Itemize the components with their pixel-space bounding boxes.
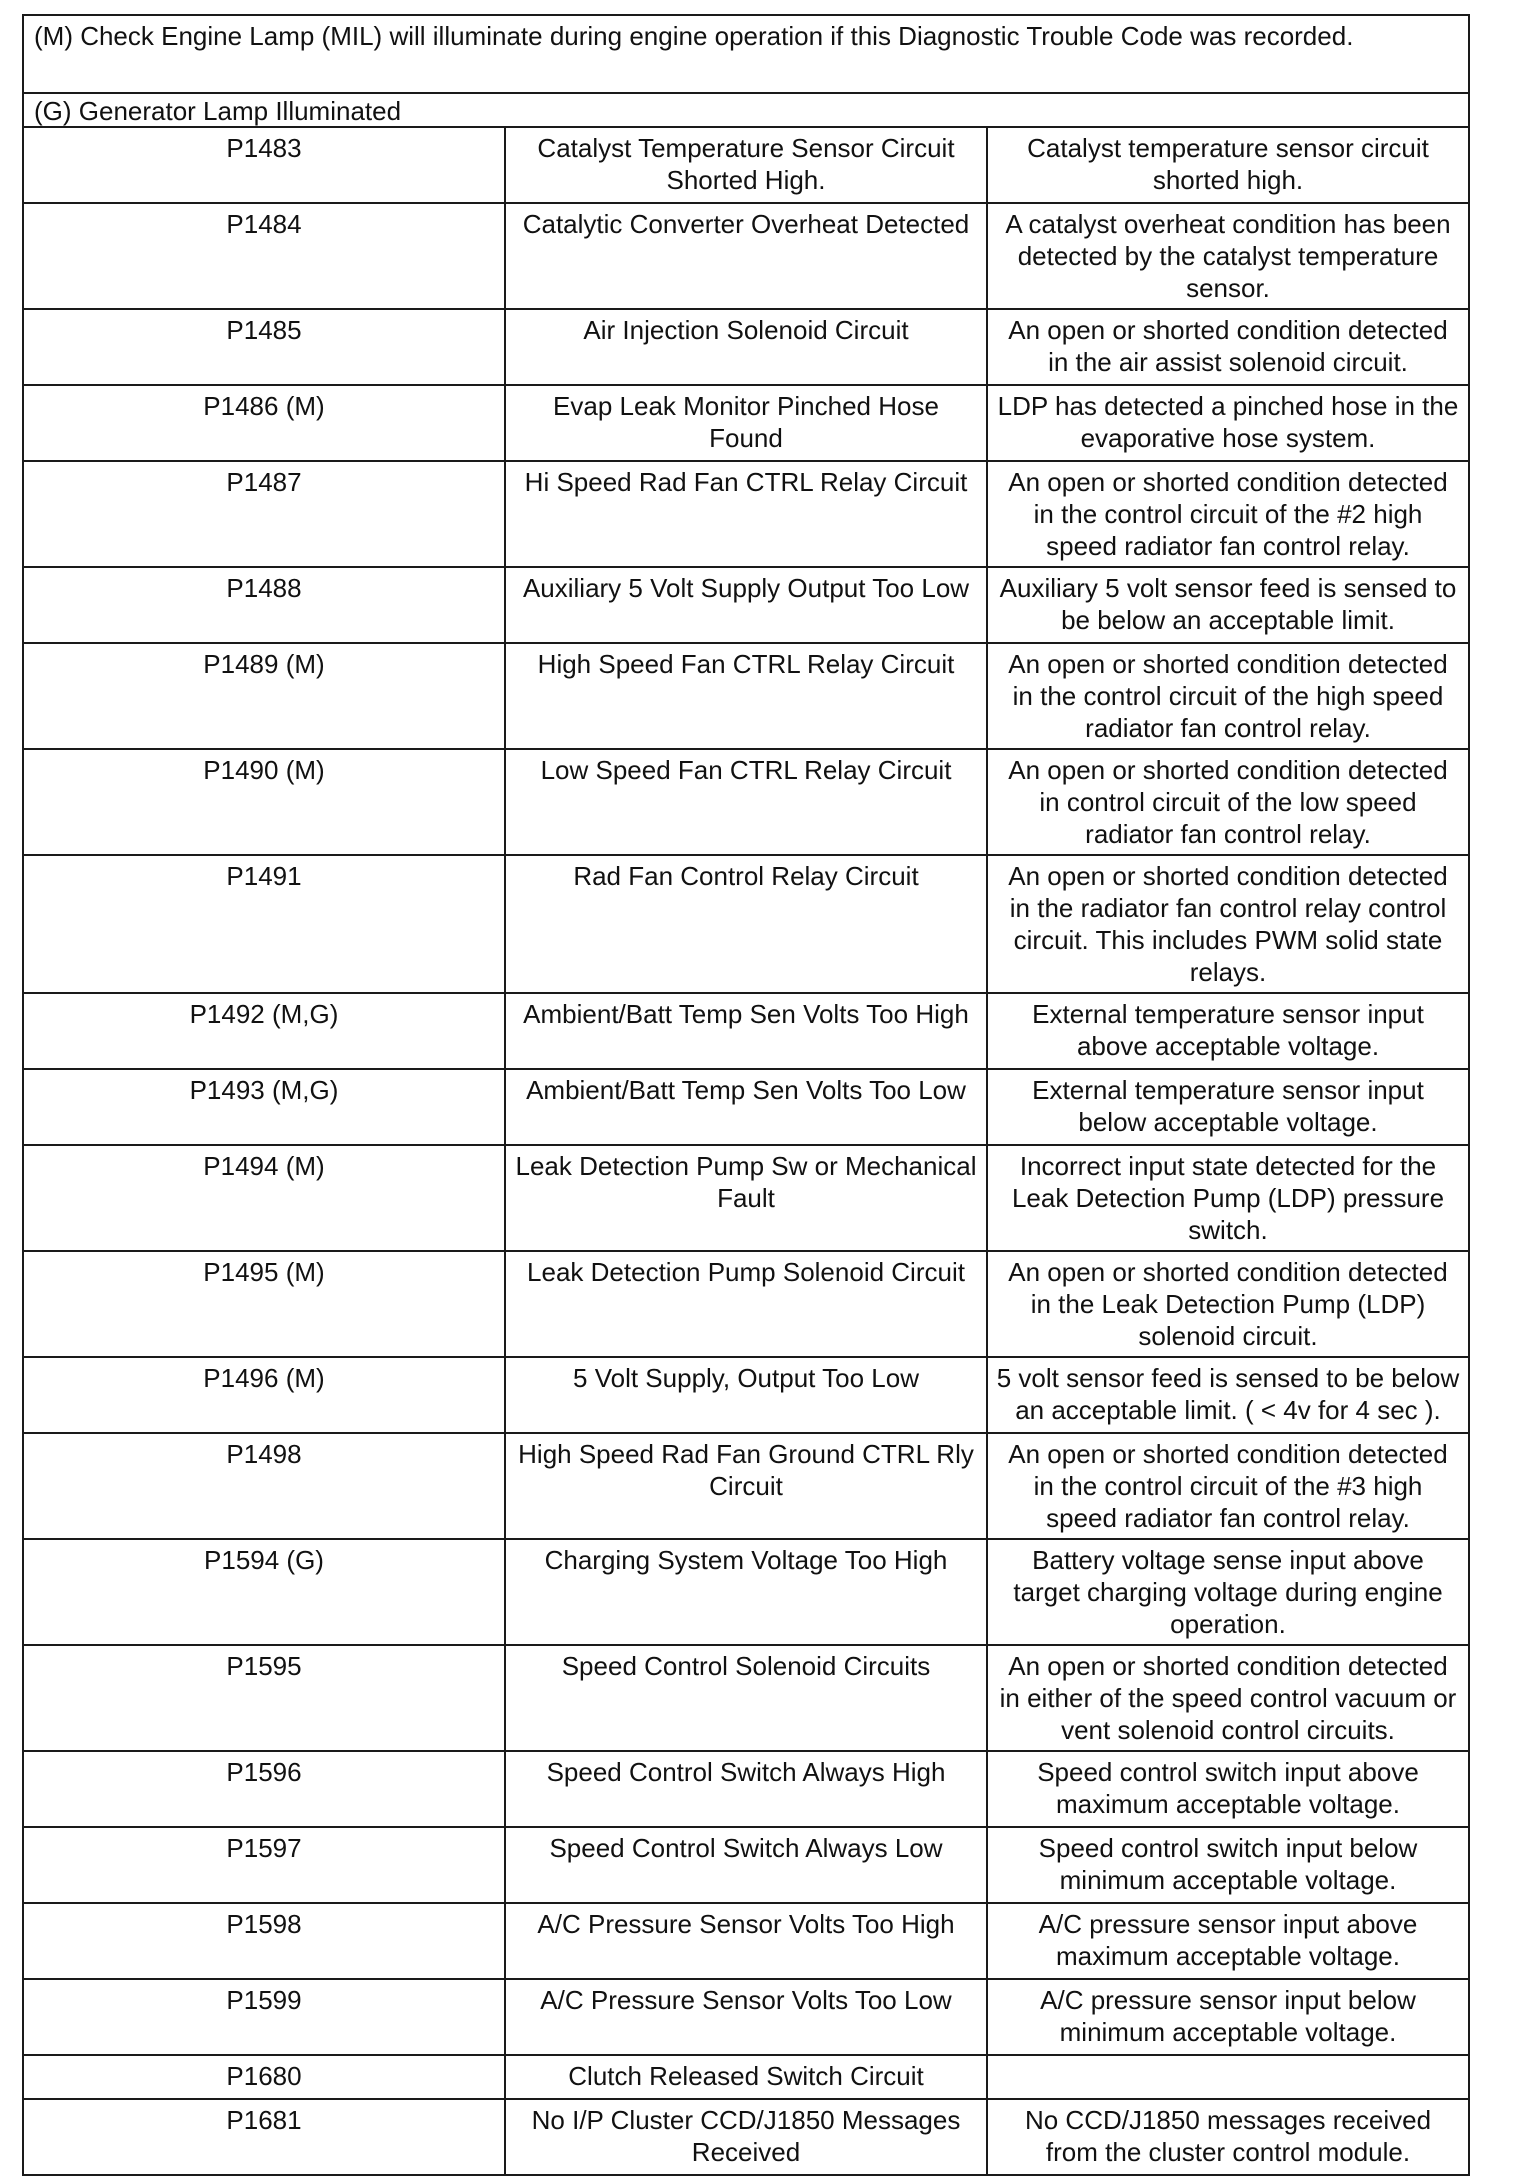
dtc-name: Evap Leak Monitor Pinched Hose Found (505, 385, 987, 461)
dtc-name: Charging System Voltage Too High (505, 1539, 987, 1645)
dtc-description: A/C pressure sensor input above maximum acceptable voltage. (987, 1903, 1469, 1979)
dtc-code: P1498 (23, 1433, 505, 1539)
table-row (23, 127, 1469, 203)
dtc-description: An open or shorted condition detected in either of the speed control vacuum or vent solenoid control circuits. (987, 1645, 1469, 1751)
dtc-name: A/C Pressure Sensor Volts Too Low (505, 1979, 987, 2055)
dtc-table (22, 14, 1470, 2176)
dtc-description: An open or shorted condition detected in control circuit of the low speed radiator fan control relay. (987, 749, 1469, 855)
table-row (23, 1539, 1469, 1645)
table-row (23, 203, 1469, 309)
dtc-code: P1494 (M) (23, 1145, 505, 1251)
table-row (23, 993, 1469, 1069)
dtc-code: P1490 (M) (23, 749, 505, 855)
dtc-code: P1597 (23, 1827, 505, 1903)
dtc-name: Ambient/Batt Temp Sen Volts Too High (505, 993, 987, 1069)
dtc-code: P1492 (M,G) (23, 993, 505, 1069)
dtc-description: External temperature sensor input above acceptable voltage. (987, 993, 1469, 1069)
table-row (23, 1433, 1469, 1539)
dtc-name: A/C Pressure Sensor Volts Too High (505, 1903, 987, 1979)
dtc-name: Speed Control Solenoid Circuits (505, 1645, 987, 1751)
dtc-document (22, 14, 1470, 2176)
dtc-code: P1487 (23, 461, 505, 567)
table-row (23, 1069, 1469, 1145)
dtc-description (987, 2055, 1469, 2099)
dtc-name: Rad Fan Control Relay Circuit (505, 855, 987, 993)
table-row (23, 385, 1469, 461)
dtc-code: P1681 (23, 2099, 505, 2175)
dtc-name: Speed Control Switch Always High (505, 1751, 987, 1827)
table-row (23, 2099, 1469, 2175)
note-mil: (M) Check Engine Lamp (MIL) will illuminate during engine operation if this Diagnostic Trouble Code was recorded. (23, 15, 1469, 93)
dtc-code: P1489 (M) (23, 643, 505, 749)
dtc-code: P1496 (M) (23, 1357, 505, 1433)
table-row (23, 643, 1469, 749)
dtc-description: An open or shorted condition detected in the radiator fan control relay control circuit. This includes PWM solid state relays. (987, 855, 1469, 993)
dtc-name: No I/P Cluster CCD/J1850 Messages Received (505, 2099, 987, 2175)
dtc-name: Catalyst Temperature Sensor Circuit Shorted High. (505, 127, 987, 203)
table-row (23, 461, 1469, 567)
dtc-name: Low Speed Fan CTRL Relay Circuit (505, 749, 987, 855)
dtc-description: An open or shorted condition detected in the control circuit of the #2 high speed radiator fan control relay. (987, 461, 1469, 567)
dtc-code: P1596 (23, 1751, 505, 1827)
dtc-description: 5 volt sensor feed is sensed to be below an acceptable limit. ( < 4v for 4 sec ). (987, 1357, 1469, 1433)
dtc-code: P1680 (23, 2055, 505, 2099)
dtc-name: Leak Detection Pump Sw or Mechanical Fault (505, 1145, 987, 1251)
dtc-description: Incorrect input state detected for the Leak Detection Pump (LDP) pressure switch. (987, 1145, 1469, 1251)
dtc-name: High Speed Rad Fan Ground CTRL Rly Circuit (505, 1433, 987, 1539)
dtc-name: Speed Control Switch Always Low (505, 1827, 987, 1903)
table-row (23, 855, 1469, 993)
dtc-name: Hi Speed Rad Fan CTRL Relay Circuit (505, 461, 987, 567)
dtc-code: P1495 (M) (23, 1251, 505, 1357)
dtc-name: Leak Detection Pump Solenoid Circuit (505, 1251, 987, 1357)
dtc-description: Auxiliary 5 volt sensor feed is sensed to be below an acceptable limit. (987, 567, 1469, 643)
dtc-code: P1595 (23, 1645, 505, 1751)
dtc-description: Catalyst temperature sensor circuit shorted high. (987, 127, 1469, 203)
note-row-mil (23, 15, 1469, 93)
table-row (23, 1251, 1469, 1357)
table-row (23, 1751, 1469, 1827)
dtc-description: An open or shorted condition detected in the Leak Detection Pump (LDP) solenoid circuit. (987, 1251, 1469, 1357)
table-row (23, 309, 1469, 385)
dtc-description: An open or shorted condition detected in the control circuit of the #3 high speed radiator fan control relay. (987, 1433, 1469, 1539)
dtc-description: Speed control switch input above maximum acceptable voltage. (987, 1751, 1469, 1827)
dtc-code: P1493 (M,G) (23, 1069, 505, 1145)
dtc-description: An open or shorted condition detected in the air assist solenoid circuit. (987, 309, 1469, 385)
dtc-name: High Speed Fan CTRL Relay Circuit (505, 643, 987, 749)
dtc-code: P1491 (23, 855, 505, 993)
dtc-description: An open or shorted condition detected in the control circuit of the high speed radiator fan control relay. (987, 643, 1469, 749)
table-row (23, 2055, 1469, 2099)
dtc-name: Ambient/Batt Temp Sen Volts Too Low (505, 1069, 987, 1145)
table-row (23, 749, 1469, 855)
dtc-description: A/C pressure sensor input below minimum acceptable voltage. (987, 1979, 1469, 2055)
table-row (23, 1979, 1469, 2055)
dtc-description: Battery voltage sense input above target charging voltage during engine operation. (987, 1539, 1469, 1645)
dtc-code: P1488 (23, 567, 505, 643)
dtc-description: No CCD/J1850 messages received from the cluster control module. (987, 2099, 1469, 2175)
table-row (23, 1903, 1469, 1979)
table-row (23, 1645, 1469, 1751)
dtc-name: Air Injection Solenoid Circuit (505, 309, 987, 385)
dtc-name: Auxiliary 5 Volt Supply Output Too Low (505, 567, 987, 643)
dtc-name: Catalytic Converter Overheat Detected (505, 203, 987, 309)
dtc-description: A catalyst overheat condition has been detected by the catalyst temperature sensor. (987, 203, 1469, 309)
table-row (23, 567, 1469, 643)
dtc-description: LDP has detected a pinched hose in the evaporative hose system. (987, 385, 1469, 461)
dtc-code: P1485 (23, 309, 505, 385)
dtc-name: 5 Volt Supply, Output Too Low (505, 1357, 987, 1433)
dtc-code: P1484 (23, 203, 505, 309)
note-row-generator (23, 93, 1469, 127)
dtc-description: Speed control switch input below minimum acceptable voltage. (987, 1827, 1469, 1903)
table-row (23, 1827, 1469, 1903)
dtc-code: P1486 (M) (23, 385, 505, 461)
table-row (23, 1145, 1469, 1251)
dtc-code: P1598 (23, 1903, 505, 1979)
dtc-code: P1599 (23, 1979, 505, 2055)
note-generator: (G) Generator Lamp Illuminated (23, 93, 1469, 127)
dtc-code: P1483 (23, 127, 505, 203)
dtc-code: P1594 (G) (23, 1539, 505, 1645)
dtc-name: Clutch Released Switch Circuit (505, 2055, 987, 2099)
dtc-description: External temperature sensor input below acceptable voltage. (987, 1069, 1469, 1145)
table-row (23, 1357, 1469, 1433)
